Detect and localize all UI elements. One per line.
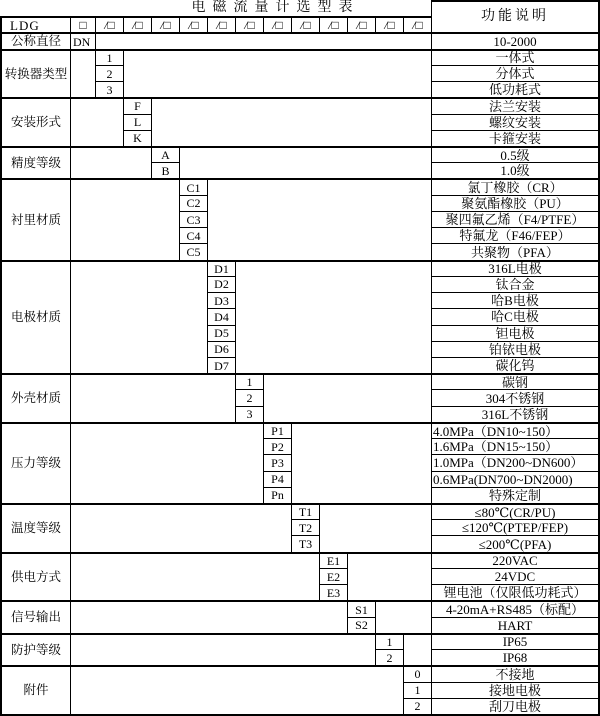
- category-label: 温度等级: [0, 503, 70, 552]
- desc-cell: 316L不锈钢: [431, 406, 598, 422]
- desc-cell: 碳钢: [431, 373, 598, 389]
- desc-cell: 1.0MPa（DN200~DN600）: [431, 454, 598, 470]
- desc-cell: 特殊定制: [431, 487, 598, 503]
- desc-cell: 一体式: [431, 49, 598, 65]
- code-box-icon: /□: [347, 16, 375, 32]
- code-cell: P4: [263, 471, 291, 487]
- code-cell: D5: [207, 325, 235, 341]
- code-cell: T2: [291, 519, 319, 535]
- code-box-icon: /□: [123, 16, 151, 32]
- desc-column-header: 功能说明: [431, 0, 598, 32]
- code-cell: E1: [319, 552, 347, 568]
- desc-cell: 螺纹安装: [431, 114, 598, 130]
- desc-cell: 4-20mA+RS485（标配）: [431, 600, 598, 616]
- code-cell: 2: [403, 698, 431, 714]
- desc-cell: 1.6MPa（DN15~150）: [431, 438, 598, 454]
- desc-cell: 特氟龙（F46/FEP）: [431, 227, 598, 243]
- code-cell: C1: [179, 178, 207, 194]
- desc-cell: 0.6MPa(DN700~DN2000): [431, 471, 598, 487]
- category-label: 信号输出: [0, 600, 70, 632]
- desc-cell: 0.5级: [431, 146, 598, 162]
- code-cell: S2: [347, 617, 375, 633]
- code-box-icon: /□: [235, 16, 263, 32]
- code-cell: D3: [207, 292, 235, 308]
- category-label: 外壳材质: [0, 373, 70, 422]
- code-box-icon: /□: [95, 16, 123, 32]
- code-cell: D6: [207, 341, 235, 357]
- desc-cell: 316L电极: [431, 260, 598, 276]
- category-label: 衬里材质: [0, 178, 70, 259]
- desc-cell: 铂铱电极: [431, 341, 598, 357]
- code-cell: P3: [263, 454, 291, 470]
- model-prefix: LDG: [0, 16, 70, 32]
- empty-cell: [95, 32, 431, 48]
- code-cell: DN: [70, 32, 95, 48]
- desc-cell: 24VDC: [431, 568, 598, 584]
- code-box-icon: /□: [291, 16, 319, 32]
- empty-cell: [375, 600, 431, 632]
- empty-cell: [70, 146, 151, 178]
- code-cell: 2: [375, 649, 403, 665]
- empty-cell: [70, 600, 347, 632]
- code-cell: D4: [207, 308, 235, 324]
- empty-cell: [319, 503, 431, 552]
- category-label: 电极材质: [0, 260, 70, 374]
- code-box-icon: /□: [207, 16, 235, 32]
- desc-cell: 聚四氟乙烯（F4/PTFE）: [431, 211, 598, 227]
- code-cell: T3: [291, 535, 319, 551]
- empty-cell: [179, 146, 431, 178]
- category-label: 精度等级: [0, 146, 70, 178]
- empty-cell: [70, 178, 179, 259]
- code-cell: B: [151, 162, 179, 178]
- code-box-icon: /□: [375, 16, 403, 32]
- code-cell: F: [123, 97, 151, 113]
- desc-cell: IP65: [431, 633, 598, 649]
- empty-cell: [123, 49, 431, 98]
- desc-cell: 4.0MPa（DN10~150）: [431, 422, 598, 438]
- desc-cell: 220VAC: [431, 552, 598, 568]
- code-cell: C4: [179, 227, 207, 243]
- code-cell: D2: [207, 276, 235, 292]
- code-cell: P2: [263, 438, 291, 454]
- code-cell: P1: [263, 422, 291, 438]
- code-cell: 1: [95, 49, 123, 65]
- desc-cell: 接地电极: [431, 682, 598, 698]
- code-cell: K: [123, 130, 151, 146]
- empty-cell: [347, 552, 431, 601]
- code-cell: E3: [319, 584, 347, 600]
- code-cell: 3: [235, 406, 263, 422]
- empty-cell: [70, 665, 403, 714]
- desc-cell: HART: [431, 617, 598, 633]
- desc-cell: 碳化钨: [431, 357, 598, 373]
- code-cell: C2: [179, 195, 207, 211]
- category-label: 防护等级: [0, 633, 70, 665]
- empty-cell: [403, 633, 431, 665]
- code-cell: T1: [291, 503, 319, 519]
- code-cell: C3: [179, 211, 207, 227]
- category-label: 附件: [0, 665, 70, 714]
- category-label: 转换器类型: [0, 49, 70, 98]
- code-box-icon: /□: [263, 16, 291, 32]
- code-cell: 0: [403, 665, 431, 681]
- desc-cell: 刮刀电极: [431, 698, 598, 714]
- empty-cell: [70, 373, 235, 422]
- desc-cell: 10-2000: [431, 32, 598, 48]
- empty-cell: [70, 633, 375, 665]
- code-box-icon: /□: [403, 16, 431, 32]
- code-cell: 1: [235, 373, 263, 389]
- code-box-icon: /□: [151, 16, 179, 32]
- desc-cell: 哈B电极: [431, 292, 598, 308]
- desc-cell: 不接地: [431, 665, 598, 681]
- desc-cell: 分体式: [431, 65, 598, 81]
- code-cell: A: [151, 146, 179, 162]
- desc-cell: 低功耗式: [431, 81, 598, 97]
- category-label: 安装形式: [0, 97, 70, 146]
- dn-box-icon: □: [70, 16, 95, 32]
- desc-cell: 304不锈钢: [431, 389, 598, 405]
- code-cell: C5: [179, 243, 207, 259]
- code-cell: L: [123, 114, 151, 130]
- code-cell: E2: [319, 568, 347, 584]
- desc-cell: 哈C电极: [431, 308, 598, 324]
- code-cell: D7: [207, 357, 235, 373]
- empty-cell: [207, 178, 431, 259]
- desc-cell: ≤120℃(PTEP/FEP): [431, 519, 598, 535]
- desc-cell: 钽电极: [431, 325, 598, 341]
- code-cell: 1: [403, 682, 431, 698]
- table-title: 电磁流量计选型表: [191, 0, 360, 16]
- desc-cell: 聚氨酯橡胶（PU）: [431, 195, 598, 211]
- empty-cell: [70, 503, 291, 552]
- code-box-icon: /□: [319, 16, 347, 32]
- desc-cell: 锂电池（仅限低功耗式）: [431, 584, 598, 600]
- desc-cell: 法兰安装: [431, 97, 598, 113]
- code-cell: S1: [347, 600, 375, 616]
- empty-cell: [70, 422, 263, 503]
- code-box-icon: /□: [179, 16, 207, 32]
- code-cell: 2: [235, 389, 263, 405]
- code-cell: 1: [375, 633, 403, 649]
- category-label: 供电方式: [0, 552, 70, 601]
- desc-cell: ≤80℃(CR/PU): [431, 503, 598, 519]
- desc-cell: 钛合金: [431, 276, 598, 292]
- category-label: 压力等级: [0, 422, 70, 503]
- code-cell: Pn: [263, 487, 291, 503]
- code-cell: 2: [95, 65, 123, 81]
- empty-cell: [235, 260, 431, 374]
- desc-cell: 1.0级: [431, 162, 598, 178]
- empty-cell: [151, 97, 431, 146]
- empty-cell: [70, 97, 123, 146]
- empty-cell: [291, 422, 431, 503]
- category-label: 公称直径: [0, 32, 70, 48]
- code-cell: D1: [207, 260, 235, 276]
- empty-cell: [70, 49, 95, 98]
- desc-cell: ≤200℃(PFA): [431, 535, 598, 551]
- desc-cell: 卡箍安装: [431, 130, 598, 146]
- desc-cell: IP68: [431, 649, 598, 665]
- empty-cell: [70, 552, 319, 601]
- desc-cell: 氯丁橡胶（CR）: [431, 178, 598, 194]
- desc-cell: 共聚物（PFA）: [431, 243, 598, 259]
- empty-cell: [70, 260, 207, 374]
- empty-cell: [263, 373, 431, 422]
- code-cell: 3: [95, 81, 123, 97]
